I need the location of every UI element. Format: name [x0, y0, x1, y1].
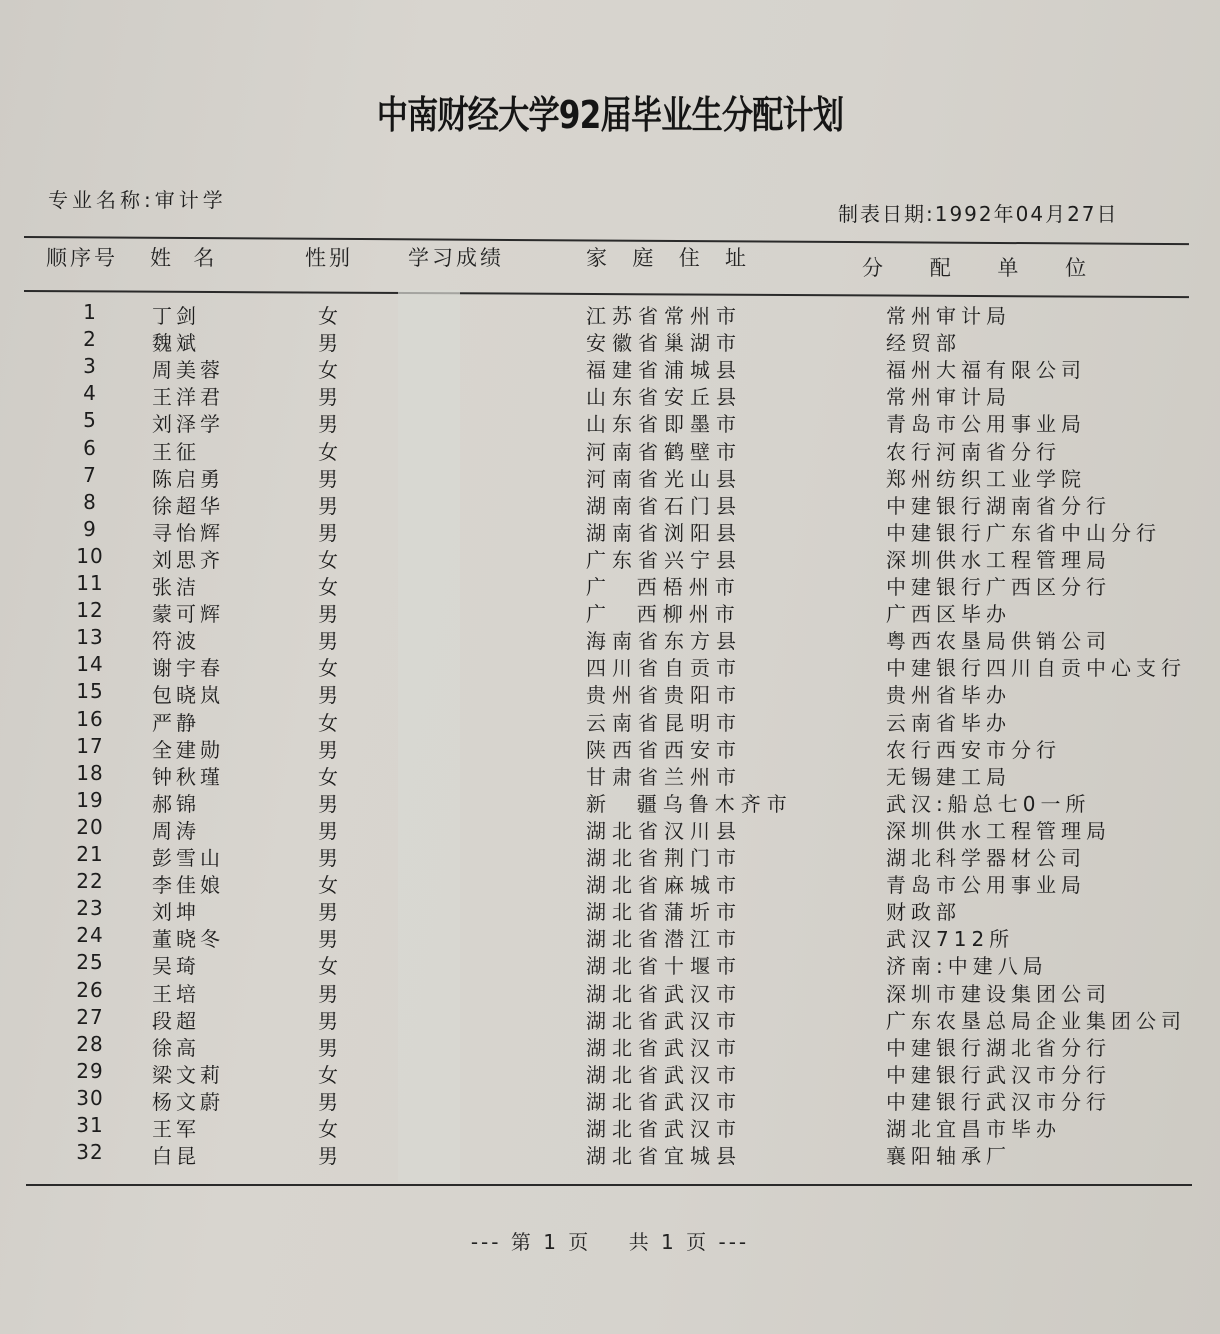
- row-number: 7: [83, 462, 97, 487]
- student-name: 符波: [152, 629, 200, 654]
- assigned-unit: 中建银行广东省中山分行: [886, 520, 1161, 545]
- row-number: 20: [76, 814, 104, 839]
- home-address: 湖北省蒲圻市: [586, 900, 742, 925]
- assigned-unit: 武汉:船总七0一所: [886, 791, 1091, 816]
- student-sex: 女: [318, 954, 338, 979]
- table-row: [0, 652, 1220, 679]
- row-number: 2: [83, 327, 97, 352]
- table-row: [0, 842, 1220, 869]
- row-number: 22: [76, 869, 104, 894]
- student-sex: 女: [318, 764, 338, 789]
- row-number: 18: [76, 760, 104, 785]
- student-sex: 女: [318, 1062, 338, 1087]
- student-name: 刘思齐: [152, 547, 224, 572]
- header-sex: 性别: [305, 246, 353, 270]
- student-name: 蒙可辉: [152, 602, 224, 627]
- student-sex: 男: [318, 1144, 338, 1169]
- student-name: 王培: [152, 981, 200, 1006]
- student-sex: 女: [318, 358, 338, 383]
- student-name: 彭雪山: [152, 846, 224, 870]
- table-row: [0, 354, 1220, 381]
- header-grades: 学习成绩: [408, 246, 504, 270]
- table-row: [0, 923, 1220, 950]
- student-sex: 男: [318, 981, 338, 1006]
- assigned-unit: 中建银行武汉市分行: [886, 1089, 1111, 1114]
- student-name: 王征: [152, 439, 200, 464]
- table-row: [0, 707, 1220, 734]
- home-address: 山东省即墨市: [586, 412, 742, 437]
- table-row: [0, 381, 1220, 408]
- table-row: [0, 625, 1220, 652]
- student-name: 吴琦: [152, 954, 200, 979]
- table-row: [0, 869, 1220, 896]
- home-address: 四川省自贡市: [586, 656, 742, 681]
- student-name: 严静: [152, 710, 200, 735]
- assigned-unit: 云南省毕办: [886, 710, 1011, 735]
- assigned-unit: 湖北宜昌市毕办: [886, 1117, 1061, 1141]
- row-number: 28: [76, 1031, 104, 1056]
- student-sex: 男: [318, 493, 338, 518]
- home-address: 湖北省武汉市: [586, 1008, 742, 1033]
- student-sex: 男: [318, 737, 338, 762]
- table-row: [0, 436, 1220, 463]
- student-sex: 女: [318, 710, 338, 735]
- student-name: 丁剑: [152, 304, 200, 328]
- home-address: 湖北省宜城县: [586, 1144, 742, 1169]
- row-number: 25: [76, 950, 104, 975]
- student-sex: 男: [318, 331, 338, 356]
- student-sex: 男: [318, 385, 338, 410]
- row-number: 5: [83, 408, 97, 433]
- assigned-unit: 中建银行广西区分行: [886, 575, 1111, 599]
- table-row: [0, 1140, 1220, 1167]
- student-name: 梁文莉: [152, 1062, 224, 1087]
- assigned-unit: 青岛市公用事业局: [886, 873, 1086, 898]
- assigned-unit: 广东农垦总局企业集团公司: [886, 1008, 1186, 1033]
- home-address: 江苏省常州市: [586, 304, 742, 328]
- home-address: 海南省东方县: [586, 629, 742, 654]
- home-address: 湖北省十堰市: [586, 954, 742, 979]
- table-row: [0, 978, 1220, 1005]
- home-address: 广 西梧州市: [586, 575, 741, 599]
- student-sex: 男: [318, 520, 338, 545]
- row-number: 8: [83, 489, 97, 514]
- home-address: 湖南省石门县: [586, 493, 742, 518]
- row-number: 23: [76, 896, 104, 921]
- student-name: 徐超华: [152, 493, 224, 518]
- table-row: [0, 1032, 1220, 1059]
- table-row: [0, 896, 1220, 923]
- home-address: 湖北省麻城市: [586, 873, 742, 898]
- header-home: 家 庭 住 址: [586, 246, 751, 270]
- table-row: [0, 815, 1220, 842]
- student-name: 寻怡辉: [152, 520, 224, 545]
- assigned-unit: 湖北科学器材公司: [886, 846, 1086, 870]
- table-row: [0, 598, 1220, 625]
- assigned-unit: 济南:中建八局: [886, 954, 1048, 979]
- student-name: 周美蓉: [152, 358, 224, 383]
- student-sex: 男: [318, 466, 338, 491]
- row-number: 12: [76, 598, 104, 623]
- row-number: 26: [76, 977, 104, 1002]
- student-name: 白昆: [152, 1144, 200, 1169]
- student-sex: 女: [318, 439, 338, 464]
- student-name: 刘泽学: [152, 412, 224, 437]
- table-row: [0, 517, 1220, 544]
- assigned-unit: 贵州省毕办: [886, 683, 1011, 708]
- table-row: [0, 1059, 1220, 1086]
- header-no: 顺序号: [46, 246, 118, 270]
- home-address: 河南省鹤壁市: [586, 439, 742, 464]
- student-name: 陈启勇: [152, 466, 224, 491]
- student-name: 钟秋瑾: [152, 764, 224, 789]
- student-name: 徐高: [152, 1035, 200, 1060]
- row-number: 10: [76, 543, 104, 568]
- home-address: 广 西柳州市: [586, 602, 741, 627]
- row-number: 24: [76, 923, 104, 948]
- student-sex: 男: [318, 1008, 338, 1033]
- table-row: [0, 1086, 1220, 1113]
- row-number: 32: [76, 1140, 104, 1165]
- row-number: 9: [83, 516, 97, 541]
- assigned-unit: 青岛市公用事业局: [886, 412, 1086, 437]
- home-address: 湖北省武汉市: [586, 1089, 742, 1114]
- student-sex: 男: [318, 629, 338, 654]
- student-sex: 男: [318, 900, 338, 925]
- student-name: 周涛: [152, 818, 200, 843]
- assigned-unit: 农行西安市分行: [886, 737, 1061, 762]
- home-address: 湖北省汉川县: [586, 818, 742, 843]
- document-title: 中南财经大学92届毕业生分配计划: [376, 93, 844, 137]
- student-sex: 女: [318, 656, 338, 681]
- student-name: 郝锦: [152, 791, 200, 816]
- home-address: 湖北省荆门市: [586, 846, 742, 870]
- student-sex: 女: [318, 304, 338, 328]
- assigned-unit: 财政部: [886, 900, 961, 925]
- student-name: 杨文蔚: [152, 1089, 224, 1114]
- home-address: 安徽省巢湖市: [586, 331, 742, 356]
- student-name: 董晓冬: [152, 927, 224, 952]
- table-row: [0, 1005, 1220, 1032]
- table-row: [0, 571, 1220, 598]
- home-address: 广东省兴宁县: [586, 547, 742, 572]
- table-row: [0, 679, 1220, 706]
- student-sex: 男: [318, 927, 338, 952]
- assigned-unit: 襄阳轴承厂: [886, 1144, 1011, 1169]
- header-unit: 分 配 单 位: [862, 256, 1091, 280]
- student-sex: 女: [318, 575, 338, 599]
- assigned-unit: 中建银行湖北省分行: [886, 1035, 1111, 1060]
- assigned-unit: 武汉712所: [886, 927, 1015, 952]
- assigned-unit: 常州审计局: [886, 304, 1011, 328]
- row-number: 11: [76, 571, 104, 595]
- home-address: 湖北省潜江市: [586, 927, 742, 952]
- student-sex: 女: [318, 1117, 338, 1141]
- student-name: 全建勋: [152, 737, 224, 762]
- row-number: 19: [76, 787, 104, 812]
- student-sex: 男: [318, 1089, 338, 1114]
- assigned-unit: 中建银行武汉市分行: [886, 1062, 1111, 1087]
- date-label: 制表日期:1992年04月27日: [838, 202, 1119, 226]
- row-number: 15: [76, 679, 104, 704]
- assigned-unit: 常州审计局: [886, 385, 1011, 410]
- student-name: 王洋君: [152, 385, 224, 410]
- student-sex: 男: [318, 683, 338, 708]
- assigned-unit: 无锡建工局: [886, 764, 1011, 789]
- student-name: 张洁: [152, 575, 200, 599]
- table-row: [0, 1113, 1220, 1140]
- table-row: [0, 950, 1220, 977]
- assigned-unit: 经贸部: [886, 331, 961, 356]
- assigned-unit: 中建银行湖南省分行: [886, 493, 1111, 518]
- row-number: 1: [83, 300, 97, 324]
- home-address: 山东省安丘县: [586, 385, 742, 410]
- assigned-unit: 中建银行四川自贡中心支行: [886, 656, 1186, 681]
- home-address: 湖北省武汉市: [586, 981, 742, 1006]
- home-address: 湖南省浏阳县: [586, 520, 742, 545]
- home-address: 甘肃省兰州市: [586, 764, 742, 789]
- assigned-unit: 农行河南省分行: [886, 439, 1061, 464]
- row-number: 16: [76, 706, 104, 731]
- home-address: 贵州省贵阳市: [586, 683, 742, 708]
- assigned-unit: 粤西农垦局供销公司: [886, 629, 1111, 654]
- student-sex: 男: [318, 846, 338, 870]
- header-rule: [24, 290, 1189, 298]
- assigned-unit: 福州大福有限公司: [886, 358, 1086, 383]
- home-address: 云南省昆明市: [586, 710, 742, 735]
- row-number: 21: [76, 842, 104, 866]
- row-number: 6: [83, 435, 97, 460]
- table-row: [0, 761, 1220, 788]
- home-address: 湖北省武汉市: [586, 1117, 742, 1141]
- student-sex: 男: [318, 412, 338, 437]
- table-row: [0, 463, 1220, 490]
- row-number: 3: [83, 354, 97, 379]
- table-row: [0, 544, 1220, 571]
- home-address: 湖北省武汉市: [586, 1062, 742, 1087]
- row-number: 17: [76, 733, 104, 758]
- page-footer: --- 第 1 页 共 1 页 ---: [470, 1230, 750, 1254]
- table-row: [0, 788, 1220, 815]
- table-row: [0, 300, 1220, 327]
- row-number: 30: [76, 1085, 104, 1110]
- row-number: 27: [76, 1004, 104, 1029]
- student-name: 李佳娘: [152, 873, 224, 898]
- row-number: 4: [83, 381, 97, 406]
- home-address: 湖北省武汉市: [586, 1035, 742, 1060]
- student-name: 刘坤: [152, 900, 200, 925]
- home-address: 河南省光山县: [586, 466, 742, 491]
- table-row: [0, 408, 1220, 435]
- student-sex: 女: [318, 873, 338, 898]
- row-number: 13: [76, 625, 104, 650]
- row-number: 31: [76, 1113, 104, 1137]
- home-address: 陕西省西安市: [586, 737, 742, 762]
- student-name: 段超: [152, 1008, 200, 1033]
- assigned-unit: 深圳供水工程管理局: [886, 818, 1111, 843]
- student-name: 包晓岚: [152, 683, 224, 708]
- student-sex: 男: [318, 791, 338, 816]
- student-name: 魏斌: [152, 331, 200, 356]
- row-number: 29: [76, 1058, 104, 1083]
- student-sex: 男: [318, 1035, 338, 1060]
- table-row: [0, 327, 1220, 354]
- student-name: 王军: [152, 1117, 200, 1141]
- header-name: 姓 名: [150, 246, 218, 270]
- row-number: 14: [76, 652, 104, 677]
- assigned-unit: 郑州纺织工业学院: [886, 466, 1086, 491]
- home-address: 新 疆乌鲁木齐市: [586, 791, 793, 816]
- student-sex: 女: [318, 547, 338, 572]
- assigned-unit: 深圳市建设集团公司: [886, 981, 1111, 1006]
- table-row: [0, 490, 1220, 517]
- major-label: 专业名称:审计学: [48, 188, 227, 212]
- student-name: 谢宇春: [152, 656, 224, 681]
- home-address: 福建省浦城县: [586, 358, 742, 383]
- table-row: [0, 734, 1220, 761]
- student-sex: 男: [318, 818, 338, 843]
- assigned-unit: 广西区毕办: [886, 602, 1011, 627]
- student-sex: 男: [318, 602, 338, 627]
- bottom-rule: [26, 1184, 1192, 1186]
- assigned-unit: 深圳供水工程管理局: [886, 547, 1111, 572]
